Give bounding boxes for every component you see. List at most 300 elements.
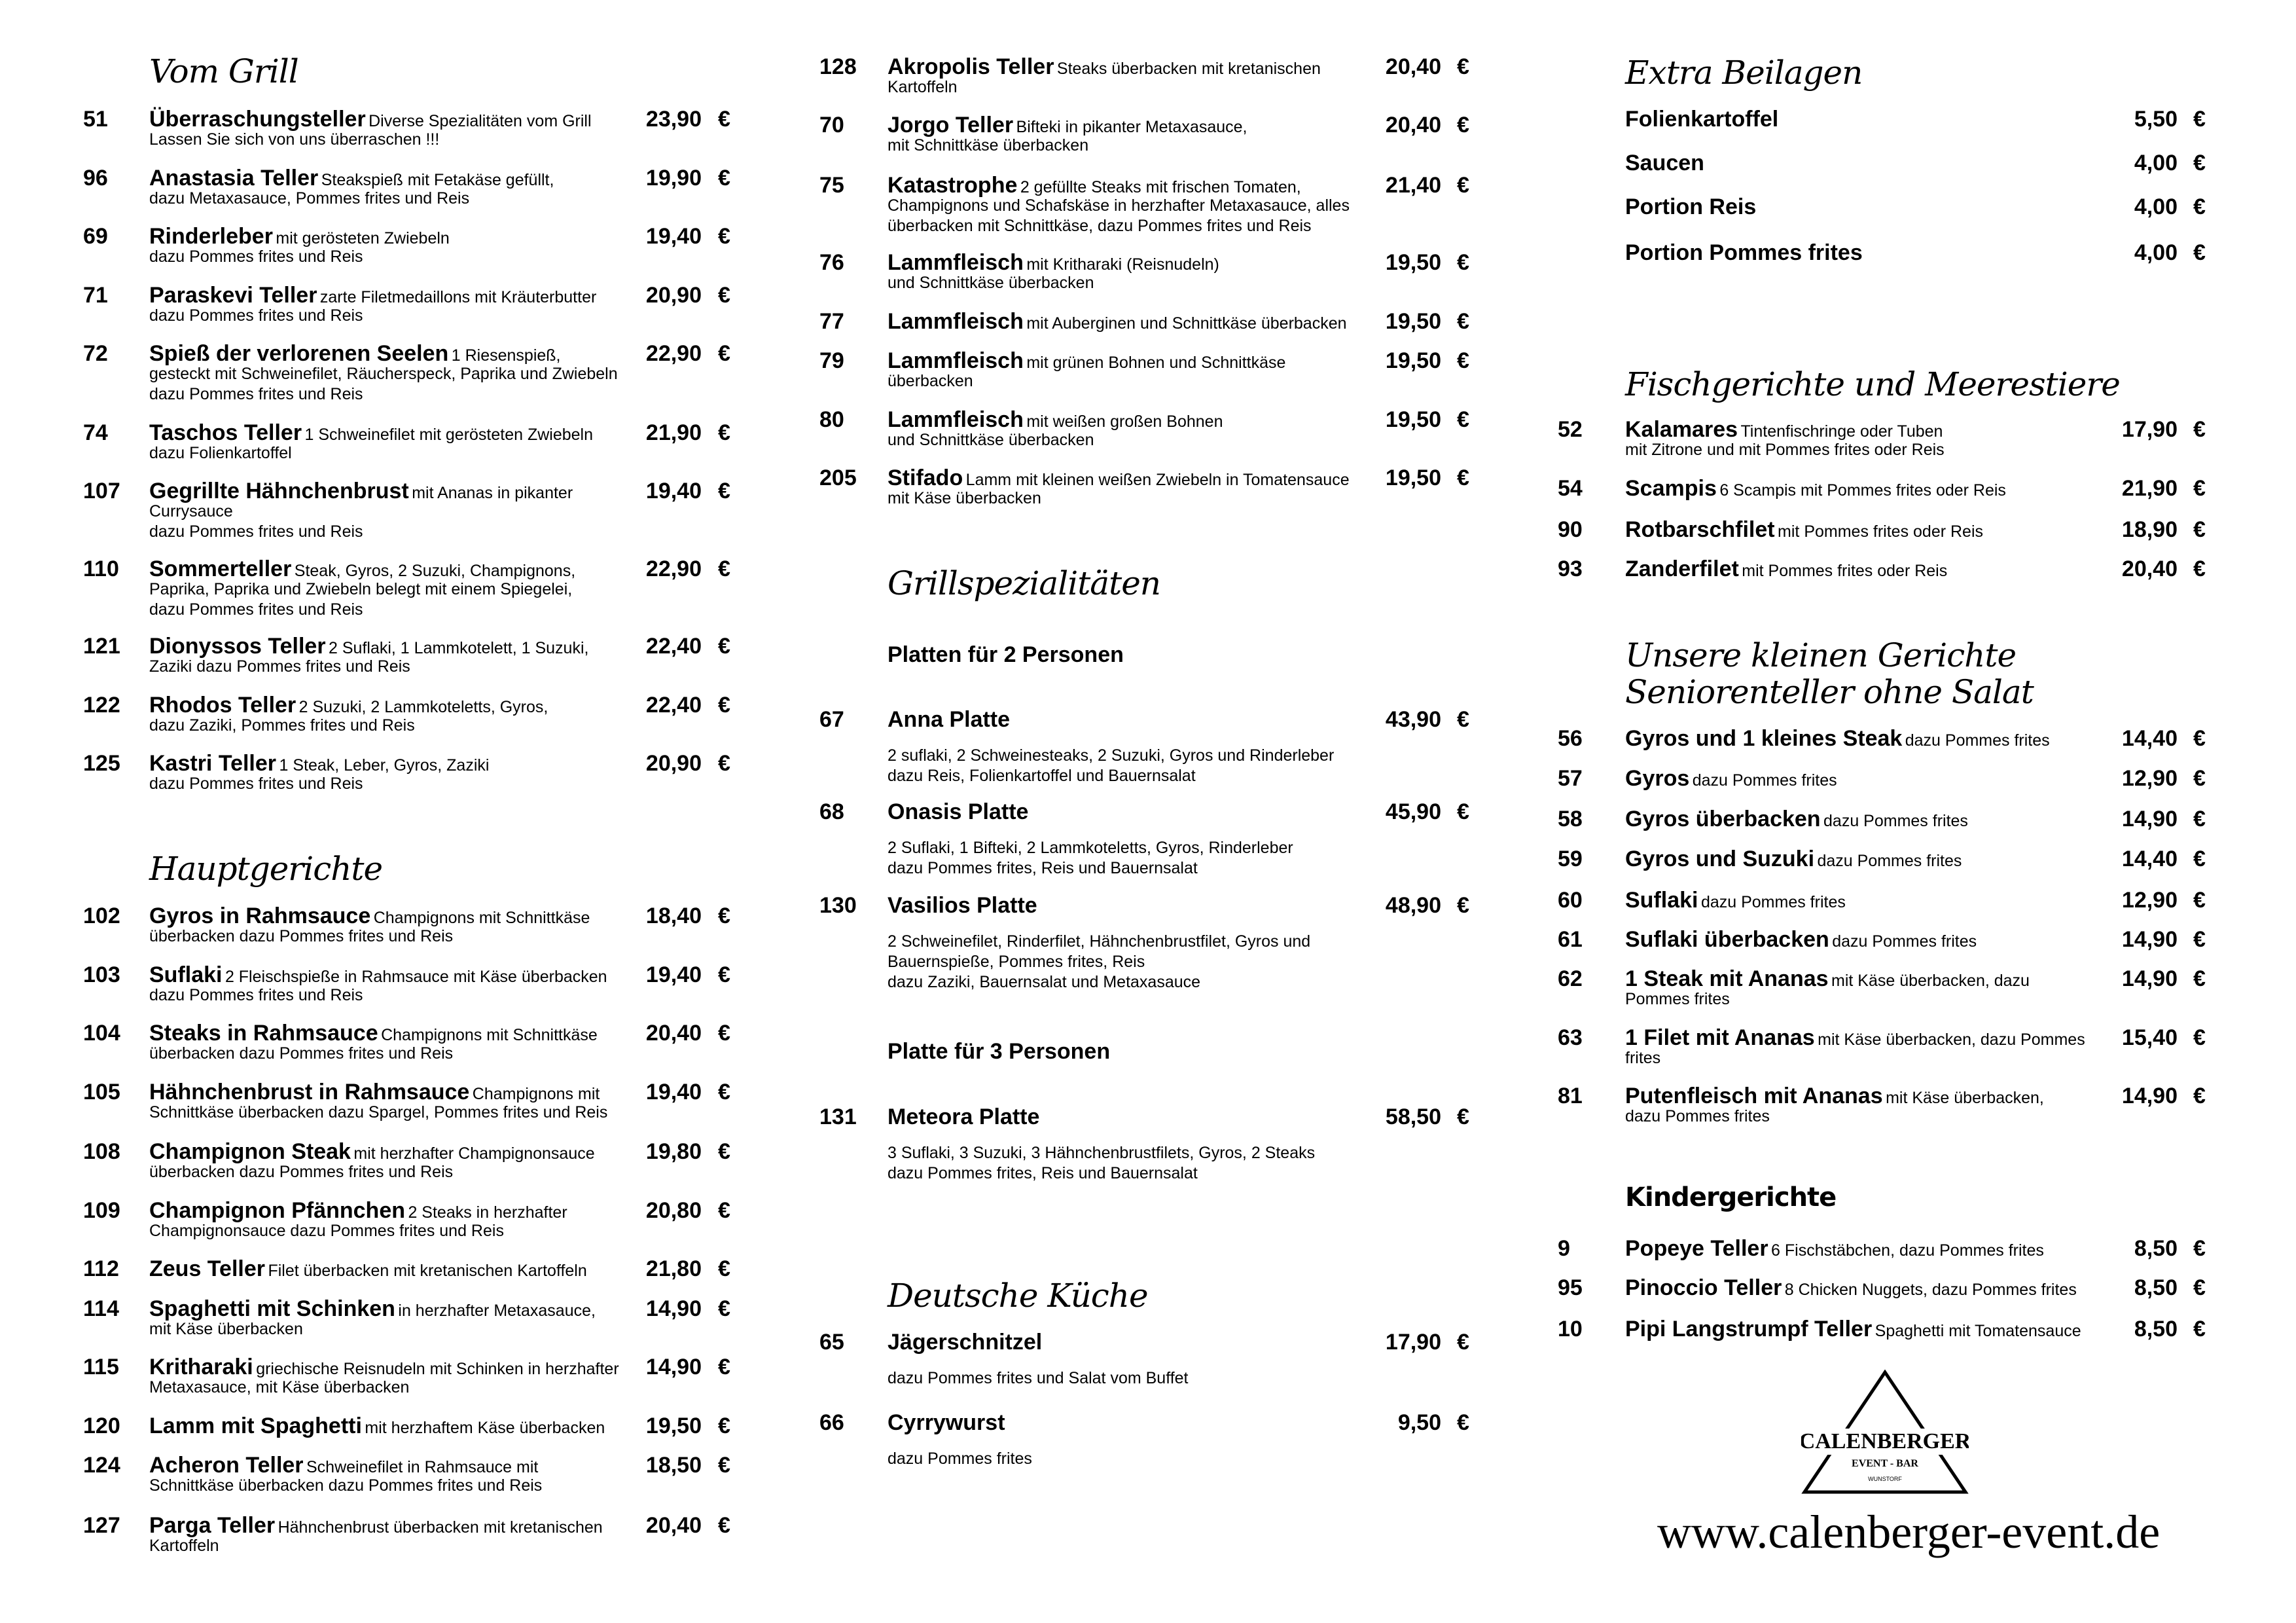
item-price: 23,90 bbox=[645, 107, 702, 132]
menu-item bbox=[819, 465, 1477, 507]
item-name: Paraskevi Teller bbox=[149, 283, 317, 308]
menu-item bbox=[1558, 1083, 2213, 1125]
item-price: 19,80 bbox=[645, 1139, 702, 1164]
item-description-inline: mit weißen großen Bohnen bbox=[1026, 412, 1223, 431]
website-url[interactable]: www.calenberger-event.de bbox=[1657, 1506, 2161, 1558]
item-description-inline: dazu Pommes frites bbox=[1700, 893, 1846, 911]
item-description: gesteckt mit Schweinefilet, Räucherspeck, Paprika und Zwiebeln dazu Pommes frites und Reis bbox=[149, 365, 618, 403]
item-description-inline: in herzhafter Metaxasauce, bbox=[398, 1302, 596, 1320]
item-description-inline: Steak, Gyros, 2 Suzuki, Champignons, bbox=[294, 562, 576, 580]
item-price: 22,90 bbox=[645, 556, 702, 581]
item-description-inline: griechische Reisnudeln mit Schinken in herzhafter bbox=[256, 1360, 619, 1378]
item-name: Scampis bbox=[1625, 476, 1717, 501]
menu-item bbox=[1558, 556, 2213, 582]
item-description-inline: 1 Riesenspieß, bbox=[451, 346, 561, 365]
item-name: Gyros überbacken bbox=[1625, 807, 1821, 831]
item-price: 45,90 bbox=[1385, 799, 1441, 824]
item-number: 127 bbox=[83, 1513, 120, 1538]
item-description-inline: mit Käse überbacken, dazu Pommes bbox=[1818, 1030, 2085, 1049]
item-number: 52 bbox=[1558, 417, 1583, 442]
menu-item bbox=[83, 750, 738, 793]
item-title-line bbox=[1625, 1316, 2081, 1347]
item-name: Suflaki bbox=[149, 962, 223, 987]
section-heading: Deutsche Küche bbox=[888, 1277, 1148, 1315]
item-title-line bbox=[1625, 1025, 2085, 1055]
item-price: 14,90 bbox=[645, 1296, 702, 1321]
item-name: Champignon Pfännchen bbox=[149, 1198, 405, 1223]
menu-item bbox=[83, 223, 738, 266]
item-description: überbacken dazu Pommes frites und Reis bbox=[149, 927, 454, 945]
item-price: 19,40 bbox=[645, 962, 702, 987]
item-title-line bbox=[888, 1410, 1005, 1440]
logo-brand: CALENBERGER bbox=[1801, 1429, 1969, 1453]
item-description-inline: mit Pommes frites oder Reis bbox=[1742, 562, 1948, 580]
item-number: 90 bbox=[1558, 517, 1583, 542]
item-number: 56 bbox=[1558, 726, 1583, 751]
item-number: 115 bbox=[83, 1355, 119, 1379]
euro-icon: € bbox=[1457, 1330, 1469, 1355]
item-price: 48,90 bbox=[1385, 893, 1441, 918]
euro-icon: € bbox=[718, 903, 730, 928]
item-number: 108 bbox=[83, 1139, 120, 1164]
item-description: und Schnittkäse überbacken bbox=[888, 431, 1094, 449]
item-number: 58 bbox=[1558, 807, 1583, 831]
menu-item bbox=[83, 1452, 738, 1495]
item-price: 21,90 bbox=[2121, 476, 2178, 501]
euro-icon: € bbox=[718, 1198, 730, 1223]
item-title-line bbox=[1625, 194, 1756, 225]
item-number: 124 bbox=[83, 1453, 120, 1478]
logo-location: WUNSTORF bbox=[1868, 1476, 1902, 1482]
item-price: 14,90 bbox=[2121, 1084, 2178, 1108]
calenberger-logo bbox=[1801, 1370, 1969, 1495]
menu-item bbox=[83, 106, 738, 149]
item-name: Lammfleisch bbox=[888, 250, 1024, 275]
item-price: 19,40 bbox=[645, 224, 702, 249]
item-name: Zeus Teller bbox=[149, 1256, 265, 1281]
item-number: 66 bbox=[819, 1410, 844, 1435]
item-description-inline: mit herzhafter Champignonsauce bbox=[353, 1144, 595, 1163]
item-price: 20,40 bbox=[645, 1513, 702, 1538]
item-description-inline: dazu Pommes frites bbox=[1823, 812, 1968, 830]
menu-item bbox=[1558, 887, 2213, 913]
menu-item bbox=[1558, 725, 2213, 752]
euro-icon: € bbox=[1457, 465, 1469, 490]
euro-icon: € bbox=[2193, 1084, 2206, 1108]
euro-icon: € bbox=[718, 420, 730, 445]
item-name: Putenfleisch mit Ananas bbox=[1625, 1084, 1883, 1108]
item-name: 1 Filet mit Ananas bbox=[1625, 1025, 1815, 1050]
item-description: Pommes frites bbox=[1625, 990, 1730, 1008]
item-title-line bbox=[888, 1104, 1039, 1135]
item-price: 14,40 bbox=[2121, 726, 2178, 751]
item-name: Kalamares bbox=[1625, 417, 1738, 442]
euro-icon: € bbox=[718, 1256, 730, 1281]
section-heading: Hauptgerichte bbox=[149, 850, 383, 888]
item-description-inline: Steakspieß mit Fetakäse gefüllt, bbox=[321, 171, 554, 189]
menu-item bbox=[1558, 846, 2213, 872]
item-description: 2 Schweinefilet, Rinderfilet, Hähnchenbrustfilet, Gyros und Bauernspieße, Pommes frites, Reis dazu Zaziki, Bauernsalat und Metaxasauce bbox=[888, 932, 1311, 991]
menu-item bbox=[83, 1413, 738, 1439]
euro-icon: € bbox=[1457, 707, 1469, 732]
item-description-inline: mit Käse überbacken, bbox=[1886, 1089, 2044, 1107]
euro-icon: € bbox=[1457, 1104, 1469, 1129]
item-number: 128 bbox=[819, 54, 857, 79]
item-name: Gyros und 1 kleines Steak bbox=[1625, 726, 1903, 751]
item-description-inline: mit gerösteten Zwiebeln bbox=[276, 229, 450, 247]
item-description-inline: dazu Pommes frites bbox=[1817, 852, 1962, 870]
item-price: 19,50 bbox=[1385, 250, 1441, 275]
menu-item bbox=[83, 1020, 738, 1063]
item-name: Hähnchenbrust in Rahmsauce bbox=[149, 1080, 470, 1104]
item-description: mit Käse überbacken bbox=[888, 489, 1041, 507]
item-number: 68 bbox=[819, 799, 844, 824]
item-description-inline: 1 Steak, Leber, Gyros, Zaziki bbox=[279, 756, 490, 775]
item-name: Spaghetti mit Schinken bbox=[149, 1296, 395, 1321]
menu-item bbox=[819, 249, 1477, 292]
item-number: 75 bbox=[819, 173, 844, 198]
menu-item bbox=[819, 172, 1477, 235]
item-price: 20,90 bbox=[645, 283, 702, 308]
item-name: Pipi Langstrumpf Teller bbox=[1625, 1317, 1873, 1341]
item-description: Schnittkäse überbacken dazu Spargel, Pommes frites und Reis bbox=[149, 1103, 608, 1122]
item-name: Überraschungsteller bbox=[149, 107, 366, 132]
item-price: 14,90 bbox=[645, 1355, 702, 1379]
item-title-line bbox=[1625, 1235, 2044, 1266]
menu-item bbox=[1558, 517, 2213, 543]
item-price: 14,90 bbox=[2121, 927, 2178, 952]
euro-icon: € bbox=[1457, 173, 1469, 198]
item-price: 21,90 bbox=[645, 420, 702, 445]
item-price: 9,50 bbox=[1397, 1410, 1441, 1435]
item-price: 20,40 bbox=[2121, 556, 2178, 581]
menu-item bbox=[83, 556, 738, 619]
item-description-inline: Hähnchenbrust überbacken mit kretanischen bbox=[278, 1518, 603, 1537]
item-title-line bbox=[1625, 725, 2050, 756]
euro-icon: € bbox=[718, 1139, 730, 1164]
item-price: 4,00 bbox=[2134, 151, 2178, 175]
item-description-inline: 2 Steaks in herzhafter bbox=[408, 1203, 567, 1222]
euro-icon: € bbox=[2193, 417, 2206, 442]
euro-icon: € bbox=[1457, 309, 1469, 334]
item-description: dazu Pommes frites bbox=[888, 1450, 1032, 1468]
euro-icon: € bbox=[2193, 1275, 2206, 1300]
item-number: 102 bbox=[83, 903, 120, 928]
euro-icon: € bbox=[718, 479, 730, 503]
euro-icon: € bbox=[2193, 107, 2206, 132]
item-description-inline: dazu Pommes frites bbox=[1832, 932, 1977, 951]
euro-icon: € bbox=[1457, 54, 1469, 79]
euro-icon: € bbox=[2193, 517, 2206, 542]
menu-item bbox=[1558, 1025, 2213, 1067]
item-price: 19,50 bbox=[1385, 407, 1441, 432]
euro-icon: € bbox=[1457, 113, 1469, 137]
item-price: 12,90 bbox=[2121, 888, 2178, 913]
item-description-inline: 1 Schweinefilet mit gerösteten Zwiebeln bbox=[304, 426, 594, 444]
menu-item bbox=[819, 706, 1477, 785]
euro-icon: € bbox=[718, 556, 730, 581]
item-price: 12,90 bbox=[2121, 766, 2178, 791]
item-price: 43,90 bbox=[1385, 707, 1441, 732]
item-name: Champignon Steak bbox=[149, 1139, 351, 1164]
item-price: 19,40 bbox=[645, 479, 702, 503]
menu-item bbox=[1558, 106, 2213, 132]
item-price: 19,50 bbox=[1385, 309, 1441, 334]
euro-icon: € bbox=[718, 166, 730, 191]
item-number: 10 bbox=[1558, 1317, 1583, 1341]
menu-item bbox=[819, 348, 1477, 390]
menu-item bbox=[1558, 1316, 2213, 1342]
item-price: 20,40 bbox=[645, 1021, 702, 1046]
item-name: Portion Reis bbox=[1625, 194, 1757, 219]
item-description: Currysauce dazu Pommes frites und Reis bbox=[149, 502, 363, 541]
item-description-inline: mit Pommes frites oder Reis bbox=[1778, 522, 1984, 541]
menu-item bbox=[83, 962, 738, 1004]
menu-item bbox=[819, 892, 1477, 991]
item-number: 96 bbox=[83, 166, 108, 191]
item-price: 22,40 bbox=[645, 693, 702, 718]
menu-item bbox=[1558, 1275, 2213, 1301]
item-title-line bbox=[1625, 150, 1704, 181]
item-description-inline: mit grünen Bohnen und Schnittkäse bbox=[1026, 354, 1286, 372]
item-price: 19,90 bbox=[645, 166, 702, 191]
euro-icon: € bbox=[2193, 556, 2206, 581]
item-number: 131 bbox=[819, 1104, 857, 1129]
item-name: Lammfleisch bbox=[888, 309, 1024, 334]
euro-icon: € bbox=[1457, 799, 1469, 824]
item-number: 93 bbox=[1558, 556, 1583, 581]
item-description: überbacken dazu Pommes frites und Reis bbox=[149, 1163, 454, 1181]
menu-item bbox=[83, 282, 738, 325]
euro-icon: € bbox=[718, 1021, 730, 1046]
item-title-line bbox=[149, 1413, 605, 1444]
item-title-line bbox=[1625, 806, 1968, 837]
item-description: Zaziki dazu Pommes frites und Reis bbox=[149, 657, 410, 676]
item-price: 18,40 bbox=[645, 903, 702, 928]
item-number: 80 bbox=[819, 407, 844, 432]
item-price: 19,50 bbox=[1385, 465, 1441, 490]
item-description: und Schnittkäse überbacken bbox=[888, 274, 1094, 292]
item-name: Cyrrywurst bbox=[888, 1410, 1005, 1435]
item-title-line bbox=[149, 1256, 587, 1286]
item-name: Portion Pommes frites bbox=[1625, 240, 1863, 265]
euro-icon: € bbox=[718, 107, 730, 132]
item-description: Champignons und Schafskäse in herzhafter Metaxasauce, alles überbacken mit Schnittkäse, dazu Pommes frites und Reis bbox=[888, 196, 1350, 235]
item-price: 20,90 bbox=[645, 751, 702, 776]
item-description-inline: 6 Fischstäbchen, dazu Pommes frites bbox=[1771, 1241, 2044, 1260]
item-name: Rotbarschfilet bbox=[1625, 517, 1775, 542]
euro-icon: € bbox=[2193, 807, 2206, 831]
item-description-inline: Tintenfischringe oder Tuben bbox=[1740, 422, 1943, 441]
item-name: Suflaki bbox=[1625, 888, 1698, 913]
item-description: dazu Folienkartoffel bbox=[149, 444, 292, 462]
item-price: 8,50 bbox=[2134, 1317, 2178, 1341]
item-description-inline: Champignons mit bbox=[472, 1085, 600, 1103]
item-title-line bbox=[888, 706, 1010, 737]
item-price: 14,90 bbox=[2121, 807, 2178, 831]
item-number: 121 bbox=[83, 634, 120, 659]
item-name: Taschos Teller bbox=[149, 420, 302, 445]
item-price: 4,00 bbox=[2134, 194, 2178, 219]
item-price: 20,40 bbox=[1385, 113, 1441, 137]
item-title-line bbox=[1625, 926, 1977, 957]
item-description-inline: 2 Suflaki, 1 Lammkotelett, 1 Suzuki, bbox=[329, 639, 589, 657]
euro-icon: € bbox=[718, 751, 730, 776]
section-heading: Extra Beilagen bbox=[1625, 54, 1863, 92]
item-number: 114 bbox=[83, 1296, 119, 1321]
menu-item bbox=[83, 633, 738, 676]
euro-icon: € bbox=[2193, 966, 2206, 991]
item-description-inline: 6 Scampis mit Pommes frites oder Reis bbox=[1719, 481, 2006, 500]
menu-item bbox=[83, 165, 738, 208]
menu-item bbox=[1558, 966, 2213, 1008]
section-heading: Grillspezialitäten bbox=[888, 564, 1160, 602]
euro-icon: € bbox=[2193, 1317, 2206, 1341]
euro-icon: € bbox=[718, 1296, 730, 1321]
item-description: dazu Pommes frites und Reis bbox=[149, 775, 363, 793]
item-price: 20,80 bbox=[645, 1198, 702, 1223]
item-description: dazu Pommes frites und Reis bbox=[149, 306, 363, 325]
menu-item bbox=[819, 407, 1477, 449]
euro-icon: € bbox=[1457, 1410, 1469, 1435]
item-number: 70 bbox=[819, 113, 844, 137]
subsection-heading: Platte für 3 Personen bbox=[888, 1039, 1111, 1064]
menu-item bbox=[1558, 806, 2213, 832]
euro-icon: € bbox=[2193, 194, 2206, 219]
euro-icon: € bbox=[2193, 766, 2206, 791]
menu-item bbox=[83, 1139, 738, 1181]
item-description-inline: mit Ananas in pikanter bbox=[412, 484, 573, 502]
item-price: 17,90 bbox=[1385, 1330, 1441, 1355]
item-number: 125 bbox=[83, 751, 120, 776]
item-description: dazu Pommes frites und Salat vom Buffet bbox=[888, 1369, 1189, 1387]
item-number: 72 bbox=[83, 341, 108, 366]
euro-icon: € bbox=[1457, 348, 1469, 373]
item-number: 74 bbox=[83, 420, 108, 445]
menu-item bbox=[83, 340, 738, 403]
item-description: Metaxasauce, mit Käse überbacken bbox=[149, 1378, 410, 1396]
menu-item bbox=[83, 1354, 738, 1396]
item-name: Anna Platte bbox=[888, 707, 1011, 732]
item-number: 103 bbox=[83, 962, 120, 987]
item-price: 18,50 bbox=[645, 1453, 702, 1478]
item-number: 95 bbox=[1558, 1275, 1583, 1300]
menu-item bbox=[83, 1512, 738, 1555]
item-description-inline: mit Auberginen und Schnittkäse überbacken bbox=[1026, 314, 1347, 333]
menu-item bbox=[1558, 240, 2213, 266]
item-name: Akropolis Teller bbox=[888, 54, 1054, 79]
section-heading: Seniorenteller ohne Salat bbox=[1625, 673, 2034, 711]
section-heading: Unsere kleinen Gerichte bbox=[1625, 636, 2017, 674]
item-description: dazu Pommes frites und Reis bbox=[149, 247, 363, 266]
euro-icon: € bbox=[718, 1513, 730, 1538]
item-description-inline: 2 gefüllte Steaks mit frischen Tomaten, bbox=[1020, 178, 1301, 196]
euro-icon: € bbox=[2193, 240, 2206, 265]
item-number: 54 bbox=[1558, 476, 1583, 501]
menu-item bbox=[819, 1104, 1477, 1182]
item-number: 76 bbox=[819, 250, 844, 275]
item-description: Champignonsauce dazu Pommes frites und Reis bbox=[149, 1222, 504, 1240]
item-name: Steaks in Rahmsauce bbox=[149, 1021, 378, 1046]
menu-item bbox=[83, 1256, 738, 1282]
item-description: dazu Zaziki, Pommes frites und Reis bbox=[149, 716, 415, 735]
euro-icon: € bbox=[2193, 1025, 2206, 1050]
section-heading: Kindergerichte bbox=[1625, 1182, 1837, 1213]
euro-icon: € bbox=[718, 693, 730, 718]
item-price: 18,90 bbox=[2121, 517, 2178, 542]
item-name: Folienkartoffel bbox=[1625, 107, 1779, 132]
euro-icon: € bbox=[718, 634, 730, 659]
item-price: 19,50 bbox=[645, 1413, 702, 1438]
menu-item bbox=[819, 112, 1477, 155]
euro-icon: € bbox=[718, 962, 730, 987]
menu-item bbox=[83, 1296, 738, 1338]
item-description: dazu Metaxasauce, Pommes frites und Reis bbox=[149, 189, 470, 208]
euro-icon: € bbox=[718, 1355, 730, 1379]
item-title-line bbox=[1625, 475, 2006, 506]
item-price: 21,40 bbox=[1385, 173, 1441, 198]
item-price: 19,50 bbox=[1385, 348, 1441, 373]
item-number: 59 bbox=[1558, 847, 1583, 871]
menu-item bbox=[819, 1410, 1477, 1468]
item-price: 20,40 bbox=[1385, 54, 1441, 79]
menu-item bbox=[1558, 765, 2213, 792]
subsection-heading: Platten für 2 Personen bbox=[888, 642, 1124, 667]
menu-item bbox=[1558, 475, 2213, 501]
item-name: Zanderfilet bbox=[1625, 556, 1739, 581]
item-description-inline: mit herzhaftem Käse überbacken bbox=[365, 1419, 605, 1437]
item-price: 4,00 bbox=[2134, 240, 2178, 265]
item-price: 15,40 bbox=[2121, 1025, 2178, 1050]
item-number: 104 bbox=[83, 1021, 120, 1046]
item-number: 105 bbox=[83, 1080, 120, 1104]
menu-item bbox=[1558, 926, 2213, 953]
item-price: 14,40 bbox=[2121, 847, 2178, 871]
item-number: 71 bbox=[83, 283, 108, 308]
section-heading: Fischgerichte und Meerestiere bbox=[1625, 365, 2120, 403]
item-description: 2 Suflaki, 1 Bifteki, 2 Lammkoteletts, Gyros, Rinderleber dazu Pommes frites, Reis und Bauernsalat bbox=[888, 839, 1293, 877]
item-description-inline: Champignons mit Schnittkäse bbox=[381, 1026, 598, 1044]
item-number: 57 bbox=[1558, 766, 1583, 791]
euro-icon: € bbox=[2193, 847, 2206, 871]
item-title-line bbox=[1625, 106, 1778, 137]
item-description-inline: mit Käse überbacken, dazu bbox=[1831, 972, 2030, 990]
euro-icon: € bbox=[1457, 893, 1469, 918]
item-price: 58,50 bbox=[1385, 1104, 1441, 1129]
item-price: 17,90 bbox=[2121, 417, 2178, 442]
item-description: überbacken dazu Pommes frites und Reis bbox=[149, 1044, 454, 1063]
euro-icon: € bbox=[718, 341, 730, 366]
item-name: Saucen bbox=[1625, 151, 1704, 175]
item-title-line bbox=[1625, 1275, 2077, 1305]
section-heading: Vom Grill bbox=[149, 52, 298, 90]
item-name: Lamm mit Spaghetti bbox=[149, 1413, 362, 1438]
item-name: Popeye Teller bbox=[1625, 1236, 1768, 1261]
item-number: 205 bbox=[819, 465, 857, 490]
item-number: 67 bbox=[819, 707, 844, 732]
item-name: Pinoccio Teller bbox=[1625, 1275, 1782, 1300]
item-name: Acheron Teller bbox=[149, 1453, 304, 1478]
item-description: 3 Suflaki, 3 Suzuki, 3 Hähnchenbrustfilets, Gyros, 2 Steaks dazu Pommes frites, Reis und Bauernsalat bbox=[888, 1144, 1316, 1182]
item-name: Parga Teller bbox=[149, 1513, 276, 1538]
item-description-inline: Steaks überbacken mit kretanischen bbox=[1056, 60, 1321, 78]
item-description-inline: Schweinefilet in Rahmsauce mit bbox=[306, 1458, 539, 1476]
item-number: 60 bbox=[1558, 888, 1583, 913]
item-description: Schnittkäse überbacken dazu Pommes frites und Reis bbox=[149, 1476, 543, 1495]
item-name: Stifado bbox=[888, 465, 963, 490]
item-name: Kritharaki bbox=[149, 1355, 253, 1379]
menu-item bbox=[83, 1197, 738, 1240]
